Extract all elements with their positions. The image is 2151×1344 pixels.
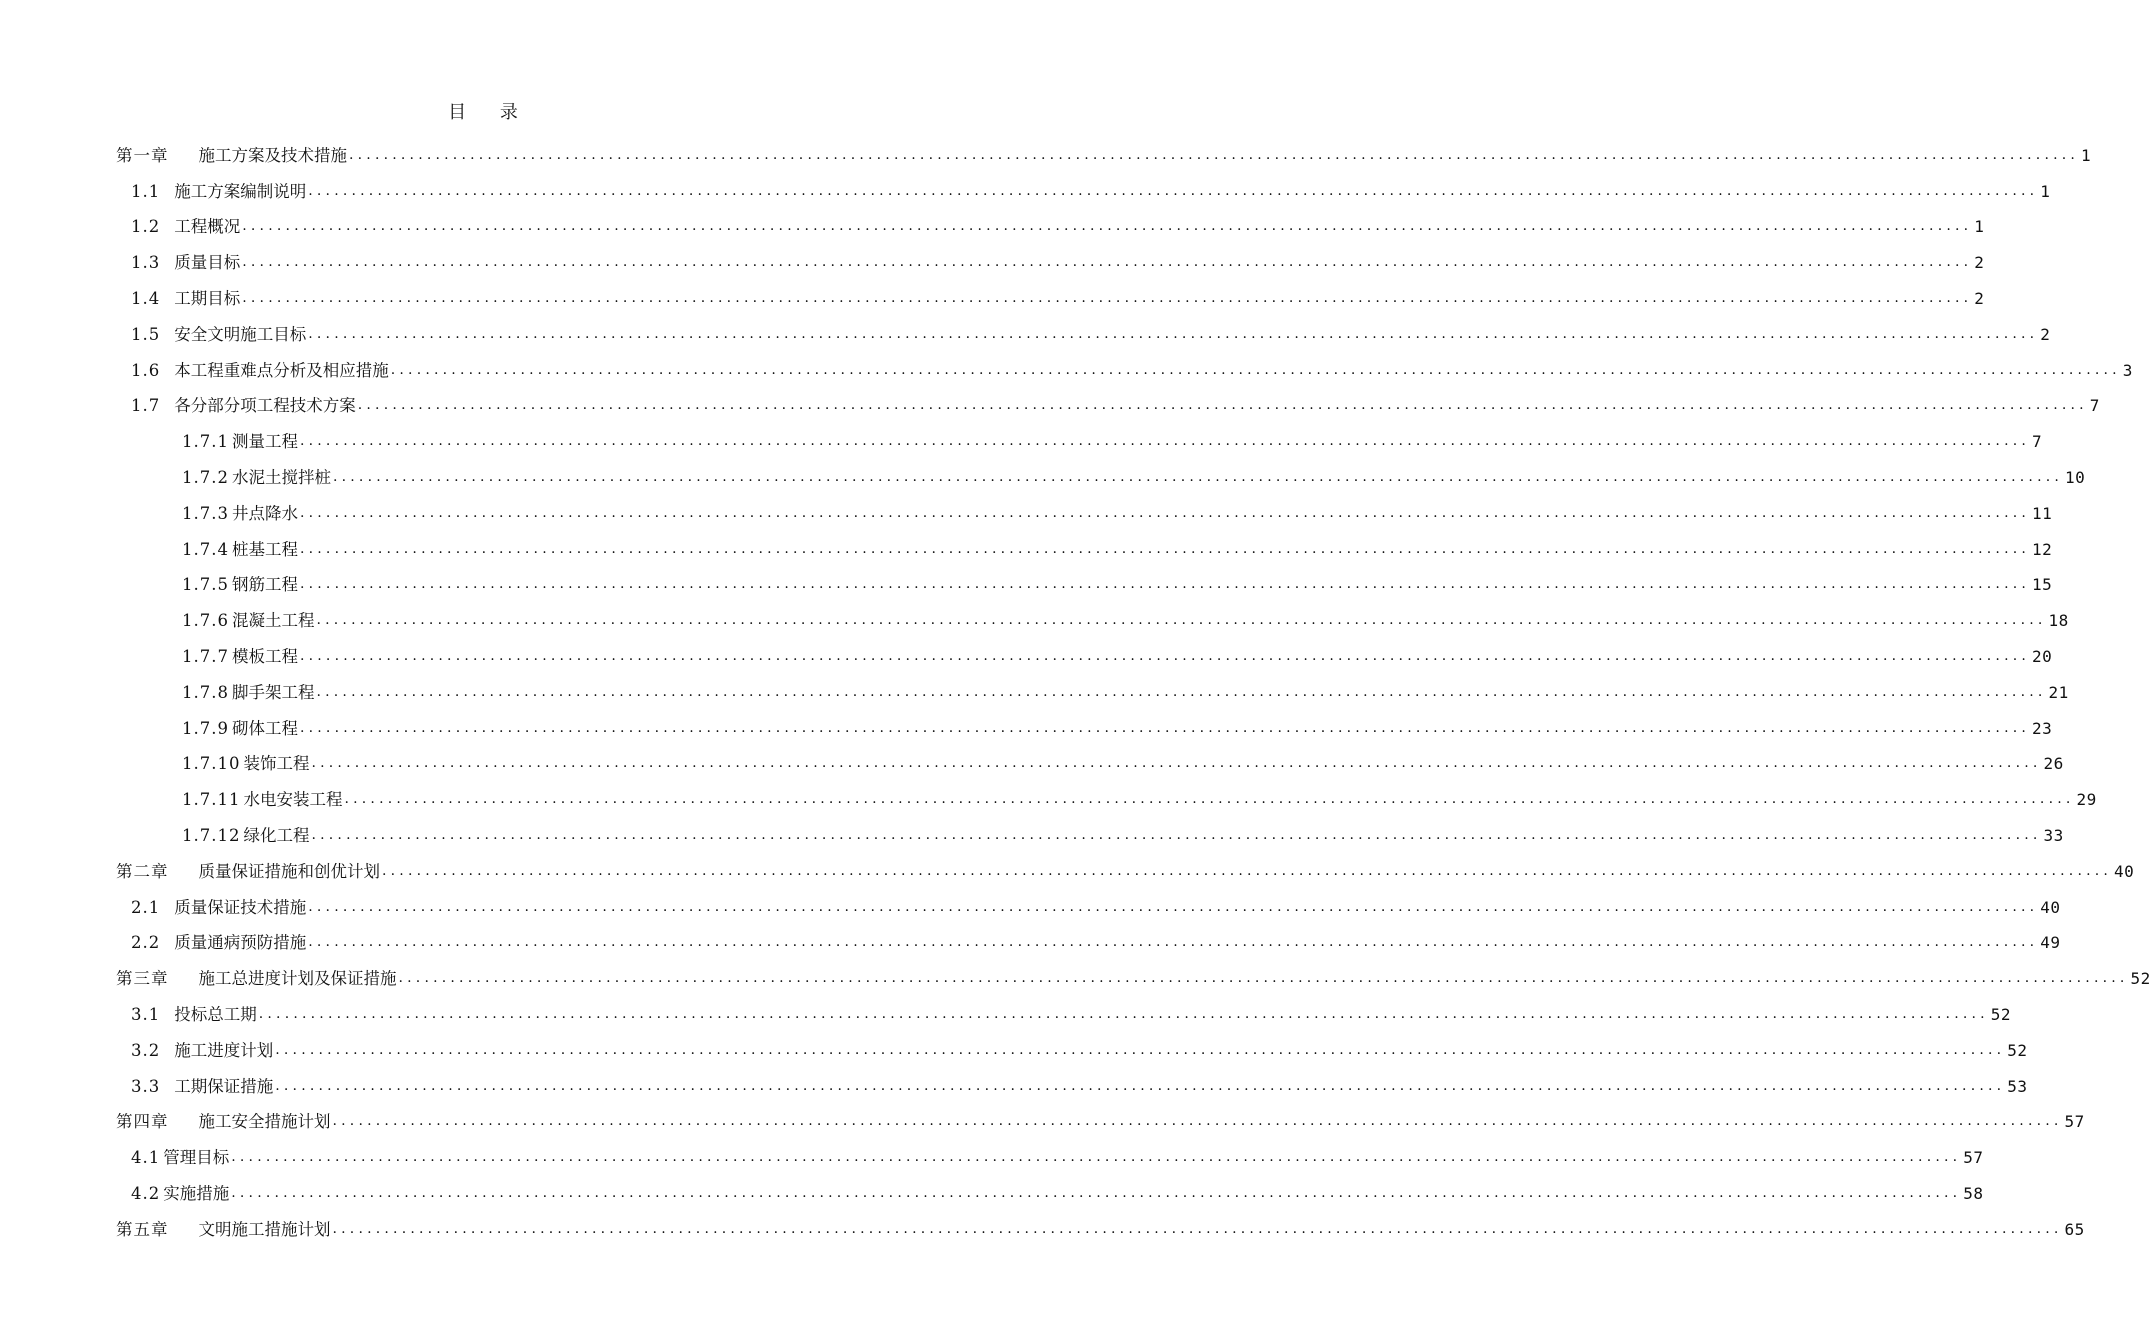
toc-entry-number: 2.1 xyxy=(131,897,161,917)
toc-entry-page: 7 xyxy=(2032,432,2043,452)
toc-entry-number: 1.7.5 xyxy=(182,575,229,595)
toc-entry-label: 脚手架工程 xyxy=(231,682,315,702)
toc-entry-number: 1.7.1 xyxy=(182,432,229,452)
toc-entry-number: 1.7.7 xyxy=(182,646,229,666)
toc-entry-label: 绿化工程 xyxy=(243,825,310,845)
toc-entry-number: 1.2 xyxy=(131,217,161,237)
toc-entry-text xyxy=(131,217,242,237)
toc-entry-text xyxy=(131,1077,275,1097)
toc-entry-number: 3.2 xyxy=(131,1040,161,1060)
toc-entry-text xyxy=(182,647,300,667)
toc-entry-label: 安全文明施工目标 xyxy=(174,324,307,344)
toc-entry-text xyxy=(131,1041,275,1061)
toc-entry-number: 1.1 xyxy=(131,181,161,201)
toc-entry-page: 2 xyxy=(1974,253,1985,273)
toc-entry-page: 49 xyxy=(2040,933,2061,953)
toc-entry-label: 水泥土搅拌桩 xyxy=(231,467,331,487)
toc-entry-text xyxy=(182,754,311,774)
toc-dot-leader: ........................................................................................................................................................................................................ xyxy=(299,576,2031,593)
toc-entry-page: 3 xyxy=(2122,360,2133,380)
toc-entry-number: 1.7.12 xyxy=(182,825,241,845)
toc-entry[interactable] xyxy=(116,1025,2028,1061)
toc-dot-leader: ........................................................................................................................................................................................................ xyxy=(299,719,2031,736)
toc-entry-label: 本工程重难点分析及相应措施 xyxy=(174,360,389,380)
toc-entry-page: 18 xyxy=(2048,611,2069,631)
toc-entry-label: 投标总工期 xyxy=(174,1004,257,1024)
toc-dot-leader: ........................................................................................................................................................................................................ xyxy=(258,1005,1989,1022)
toc-entry-label: 施工进度计划 xyxy=(174,1040,274,1060)
toc-entry-number: 第二章 xyxy=(116,861,169,881)
toc-title: 目 录 xyxy=(448,102,532,123)
toc-entry-text xyxy=(182,683,316,703)
toc-entry-text xyxy=(182,468,333,488)
toc-entry-page: 15 xyxy=(2032,575,2053,595)
toc-entry[interactable] xyxy=(116,560,2053,596)
toc-entry-text xyxy=(182,790,344,810)
toc-entry-page: 65 xyxy=(2064,1219,2085,1239)
toc-entry-label: 施工安全措施计划 xyxy=(198,1112,331,1132)
toc-dot-leader: ........................................................................................................................................................................................................ xyxy=(275,1041,2006,1058)
toc-dot-leader: ........................................................................................................................................................................................................ xyxy=(242,254,1973,271)
toc-entry-text xyxy=(116,1220,333,1240)
toc-entry[interactable] xyxy=(116,953,2151,989)
toc-entry[interactable] xyxy=(116,130,2092,166)
toc-entry[interactable] xyxy=(116,416,2043,452)
toc-entry[interactable] xyxy=(116,595,2069,631)
toc-dot-leader: ........................................................................................................................................................................................................ xyxy=(275,1077,2006,1094)
toc-dot-leader: ........................................................................................................................................................................................................ xyxy=(308,898,2039,915)
toc-dot-leader: ........................................................................................................................................................................................................ xyxy=(332,1113,2063,1130)
toc-entry[interactable] xyxy=(116,237,1985,273)
toc-entry-page: 2 xyxy=(1974,288,1985,308)
toc-entry-number: 1.4 xyxy=(131,288,161,308)
toc-dot-leader: ........................................................................................................................................................................................................ xyxy=(390,361,2121,378)
toc-dot-leader: ........................................................................................................................................................................................................ xyxy=(308,325,2039,342)
toc-entry-number: 1.7.11 xyxy=(182,790,241,810)
toc-entry-label: 文明施工措施计划 xyxy=(198,1219,331,1239)
toc-dot-leader: ........................................................................................................................................................................................................ xyxy=(344,791,2075,808)
toc-entry-number: 1.7.8 xyxy=(182,682,229,702)
toc-entry-text xyxy=(131,253,242,273)
toc-dot-leader: ........................................................................................................................................................................................................ xyxy=(299,540,2031,557)
toc-entry-text xyxy=(116,146,349,166)
toc-dot-leader: ........................................................................................................................................................................................................ xyxy=(299,647,2031,664)
toc-entry-number: 1.5 xyxy=(131,324,161,344)
toc-entry-page: 1 xyxy=(2081,145,2092,165)
toc-entry-label: 质量目标 xyxy=(174,253,241,273)
toc-entry-label: 工期目标 xyxy=(174,288,241,308)
toc-entry-label: 管理目标 xyxy=(163,1148,230,1168)
toc-entry-text xyxy=(182,432,300,452)
toc-entry-number: 1.6 xyxy=(131,360,161,380)
toc-entry[interactable] xyxy=(116,166,2051,202)
toc-entry-number: 2.2 xyxy=(131,933,161,953)
toc-entry-text xyxy=(116,1112,333,1132)
toc-entry-page: 58 xyxy=(1963,1183,1984,1203)
toc-entry-page: 7 xyxy=(2089,396,2100,416)
toc-entry[interactable] xyxy=(116,488,2053,524)
toc-entry-number: 1.7.2 xyxy=(182,467,229,487)
toc-entry-page: 33 xyxy=(2043,825,2064,845)
toc-entry-label: 模板工程 xyxy=(231,646,298,666)
toc-dot-leader: ........................................................................................................................................................................................................ xyxy=(382,862,2113,879)
toc-entry-number: 1.7.4 xyxy=(182,539,229,559)
toc-entry-label: 施工总进度计划及保证措施 xyxy=(198,969,397,989)
toc-dot-leader: ........................................................................................................................................................................................................ xyxy=(316,612,2047,629)
toc-entry[interactable] xyxy=(116,1204,2085,1240)
toc-entry-text xyxy=(131,289,242,309)
toc-entry-page: 57 xyxy=(1963,1148,1984,1168)
toc-entry[interactable] xyxy=(116,273,1985,309)
toc-entry[interactable] xyxy=(116,1132,1984,1168)
toc-entry-label: 砌体工程 xyxy=(231,718,298,738)
toc-entry-page: 40 xyxy=(2114,861,2135,881)
toc-entry-text xyxy=(131,898,308,918)
toc-entry[interactable] xyxy=(116,739,2064,775)
toc-dot-leader: ........................................................................................................................................................................................................ xyxy=(242,218,1973,235)
toc-entry-number: 3.1 xyxy=(131,1004,161,1024)
toc-dot-leader: ........................................................................................................................................................................................................ xyxy=(316,683,2047,700)
toc-entry-page: 52 xyxy=(2007,1040,2028,1060)
toc-dot-leader: ........................................................................................................................................................................................................ xyxy=(349,146,2080,163)
toc-dot-leader: ........................................................................................................................................................................................................ xyxy=(308,182,2039,199)
toc-entry-text xyxy=(131,1184,231,1204)
toc-entry-number: 4.2 xyxy=(131,1183,161,1203)
toc-entry-text xyxy=(182,719,300,739)
toc-entry-page: 21 xyxy=(2048,682,2069,702)
toc-entry-page: 1 xyxy=(1974,217,1985,237)
toc-entry-label: 钢筋工程 xyxy=(231,575,298,595)
toc-entry-number: 1.7.6 xyxy=(182,611,229,631)
toc-entry-page: 52 xyxy=(1990,1004,2012,1024)
toc-entry[interactable] xyxy=(116,1061,2028,1097)
toc-entry-label: 测量工程 xyxy=(231,432,298,452)
toc-entry-number: 第一章 xyxy=(116,145,169,165)
toc-dot-leader: ........................................................................................................................................................................................................ xyxy=(231,1184,1962,1201)
toc-entry[interactable] xyxy=(116,1097,2085,1133)
toc-entry-number: 第五章 xyxy=(116,1219,169,1239)
toc-entry-text xyxy=(131,1148,231,1168)
toc-entry-label: 质量通病预防措施 xyxy=(174,933,307,953)
toc-entry[interactable] xyxy=(116,452,2086,488)
toc-entry-text xyxy=(131,396,358,416)
toc-entry-text xyxy=(182,575,300,595)
toc-entry-page: 40 xyxy=(2040,897,2061,917)
toc-entry-page: 29 xyxy=(2076,790,2097,810)
toc-entry-page: 20 xyxy=(2032,646,2053,666)
toc-entry-page: 26 xyxy=(2043,754,2064,774)
toc-entry-text xyxy=(182,504,300,524)
toc-dot-leader: ........................................................................................................................................................................................................ xyxy=(357,397,2088,414)
toc-dot-leader: ........................................................................................................................................................................................................ xyxy=(308,934,2039,951)
toc-dot-leader: ........................................................................................................................................................................................................ xyxy=(332,1220,2063,1237)
toc-entry[interactable] xyxy=(116,918,2061,954)
toc-entry-label: 工程概况 xyxy=(174,217,241,237)
toc-entry[interactable] xyxy=(116,667,2069,703)
toc-entry-label: 水电安装工程 xyxy=(243,790,343,810)
toc-entry-text xyxy=(182,611,316,631)
toc-entry-text xyxy=(116,969,399,989)
toc-entry-number: 1.7 xyxy=(131,396,161,416)
toc-entry-label: 装饰工程 xyxy=(243,754,310,774)
toc-entry-number: 4.1 xyxy=(131,1148,161,1168)
toc-entry[interactable] xyxy=(116,1168,1984,1204)
toc-entry[interactable] xyxy=(116,846,2135,882)
toc-entry-page: 53 xyxy=(2007,1076,2028,1096)
toc-entry-number: 1.7.10 xyxy=(182,754,241,774)
toc-entry-number: 1.7.9 xyxy=(182,718,229,738)
table-of-contents xyxy=(116,130,2151,1240)
toc-entry-label: 工期保证措施 xyxy=(174,1076,274,1096)
toc-dot-leader: ........................................................................................................................................................................................................ xyxy=(332,468,2064,485)
toc-entry-label: 施工方案编制说明 xyxy=(174,181,307,201)
toc-entry[interactable] xyxy=(116,524,2053,560)
toc-entry-text xyxy=(182,540,300,560)
toc-entry-label: 施工方案及技术措施 xyxy=(198,145,347,165)
toc-entry-label: 实施措施 xyxy=(163,1183,230,1203)
toc-entry-label: 质量保证措施和创优计划 xyxy=(198,861,380,881)
toc-entry-page: 1 xyxy=(2040,181,2051,201)
toc-entry[interactable] xyxy=(116,810,2064,846)
toc-entry-number: 第四章 xyxy=(116,1112,169,1132)
toc-entry-label: 井点降水 xyxy=(231,503,298,523)
toc-entry-text xyxy=(116,862,382,882)
toc-entry-text xyxy=(131,1005,259,1025)
toc-entry-page: 11 xyxy=(2032,503,2053,523)
toc-dot-leader: ........................................................................................................................................................................................................ xyxy=(242,289,1973,306)
toc-dot-leader: ........................................................................................................................................................................................................ xyxy=(299,504,2031,521)
toc-entry-page: 2 xyxy=(2040,324,2051,344)
toc-entry[interactable] xyxy=(116,989,2012,1025)
toc-entry-page: 10 xyxy=(2065,467,2086,487)
toc-entry-number: 1.7.3 xyxy=(182,503,229,523)
toc-entry[interactable] xyxy=(116,345,2133,381)
toc-entry-page: 23 xyxy=(2032,718,2053,738)
toc-entry[interactable] xyxy=(116,381,2100,417)
toc-dot-leader: ........................................................................................................................................................................................................ xyxy=(231,1149,1962,1166)
toc-entry-page: 12 xyxy=(2032,539,2053,559)
toc-dot-leader: ........................................................................................................................................................................................................ xyxy=(398,970,2129,987)
toc-entry-text xyxy=(131,361,391,381)
toc-entry-label: 各分部分项工程技术方案 xyxy=(174,396,356,416)
toc-entry-label: 桩基工程 xyxy=(231,539,298,559)
toc-dot-leader: ........................................................................................................................................................................................................ xyxy=(311,826,2042,843)
toc-entry[interactable] xyxy=(116,202,1985,238)
toc-entry[interactable] xyxy=(116,703,2053,739)
toc-entry[interactable] xyxy=(116,309,2051,345)
toc-entry-page: 57 xyxy=(2064,1112,2085,1132)
toc-entry-number: 第三章 xyxy=(116,969,169,989)
toc-entry-text xyxy=(131,933,308,953)
toc-entry-label: 混凝土工程 xyxy=(231,611,315,631)
toc-entry-text xyxy=(131,182,308,202)
toc-entry[interactable] xyxy=(116,774,2097,810)
toc-dot-leader: ........................................................................................................................................................................................................ xyxy=(311,755,2042,772)
toc-entry-page: 52 xyxy=(2130,969,2151,989)
toc-entry-text xyxy=(182,826,311,846)
toc-entry-number: 1.3 xyxy=(131,253,161,273)
toc-entry-label: 质量保证技术措施 xyxy=(174,897,307,917)
toc-entry-number: 3.3 xyxy=(131,1076,161,1096)
toc-dot-leader: ........................................................................................................................................................................................................ xyxy=(299,433,2031,450)
toc-entry-text xyxy=(131,325,308,345)
toc-entry[interactable] xyxy=(116,882,2061,918)
toc-entry[interactable] xyxy=(116,631,2053,667)
